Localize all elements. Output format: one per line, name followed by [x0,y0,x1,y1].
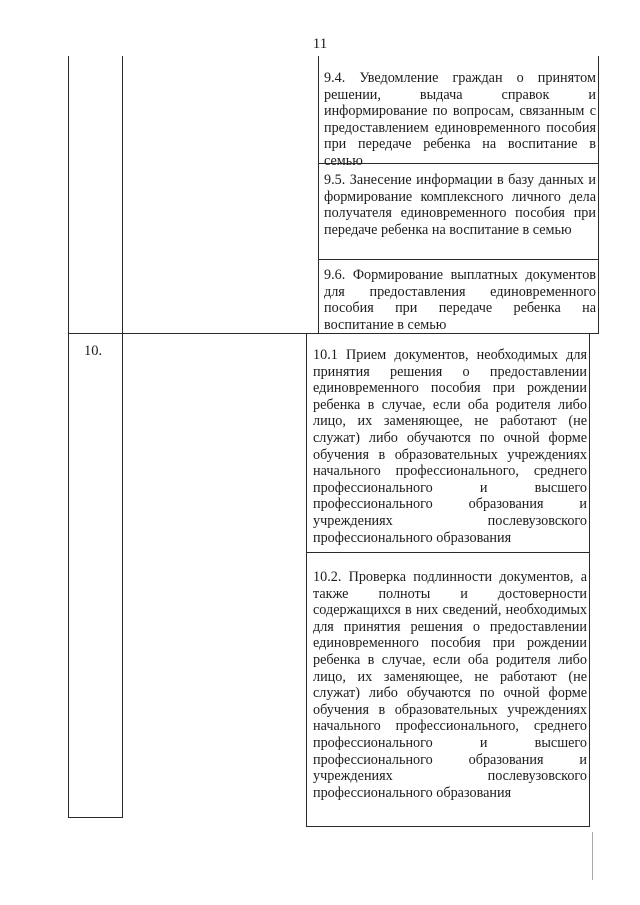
table-bottom-border-right [306,826,590,827]
scan-edge-mark [592,832,593,880]
item-9-6: 9.6. Формирование выплатных документов для предоставления единовременного пособия при передаче ребенка на воспитание в семью [324,267,596,333]
item-9-5: 9.5. Занесение информации в базу данных и формирование комплексного личного дела получателя единовременного пособия при передаче ребенка на воспитание в семью [324,172,596,238]
table-left-border [68,56,69,818]
table-bottom-border-left [68,817,123,818]
column-divider-1 [122,56,123,818]
item-divider-9-5 [318,259,599,260]
column-divider-2-row1 [318,56,319,333]
table-right-border-row2 [589,333,590,827]
table-right-border-row1 [598,56,599,333]
column-divider-2-row2 [306,333,307,827]
page-number: 11 [312,36,328,52]
item-divider-10-1 [306,552,590,553]
row-number-10: 10. [84,343,103,359]
item-10-1: 10.1 Прием документов, необходимых для принятия решения о предоставлении единовременного пособия при рождении ребенка в случае, если оба родителя либо лицо, их заменяющее, не работают (не служат) либо обучаются по очной форме обучения в образовательных учреждениях начального профессионального, среднего профессионального и высшего профессионального образования и учреждениях послевузовского профессионального образования [313,347,587,546]
item-9-4: 9.4. Уведомление граждан о принятом решении, выдача справок и информирование по вопросам, связанным с предоставлением единовременного пособия при передаче ребенка на воспитание в семью [324,70,596,169]
item-10-2: 10.2. Проверка подлинности документов, а также полноты и достоверности содержащихся в них сведений, необходимых для принятия решения о предоставлении единовременного пособия при рождении ребенка в случае, если оба родителя либо лицо, их заменяющее, не работают (не служат) либо обучаются по очной форме обучения в образовательных учреждениях начального профессионального, среднего профессионального и высшего профессионального образования и учреждениях послевузовского профессионального образования [313,569,587,801]
